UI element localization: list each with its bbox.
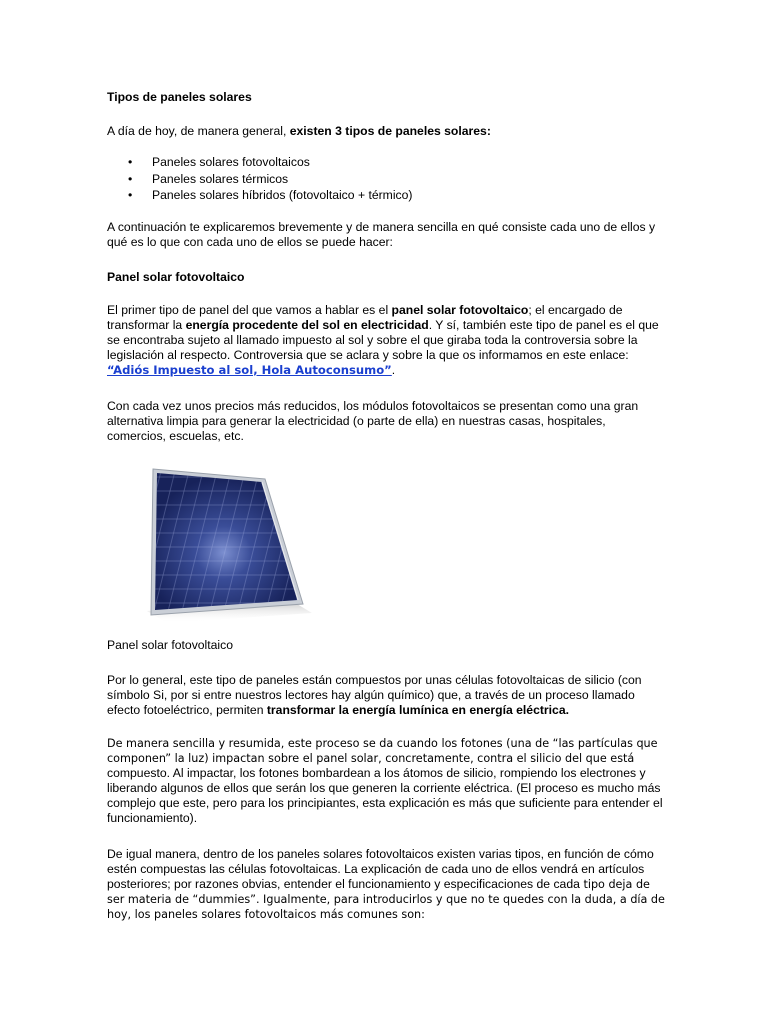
solar-panel-icon [107, 463, 322, 623]
list-item: • Paneles solares híbridos (fotovoltaico + térmico) [128, 188, 413, 202]
paragraph-fotones: De manera sencilla y resumida, este proceso se da cuando los fotones (una de “las partículas que componen” la luz) impactan sobre el panel solar, concretamente, contra el silicio del que está compuesto. Al impactar, los fotones bombardean a los átomos de silicio, rompiendo los electrones y liberando algunos de ellos que serán los que generen la corriente eléctrica. (El proceso es mucho más complejo que este, pero para los principiantes, esta explicación es más que suficiente para entender el funcionamiento). [107, 736, 663, 825]
paragraph-tipos-fotovoltaicos: De igual manera, dentro de los paneles solares fotovoltaicos existen varias tipos, en función de cómo estén compuestas las células fotovoltaicas. La explicación de cada uno de ellos vendrá en artículos posteriores; por razones obvias, entender el funcionamiento y especificaciones de cada tipo deja de ser materia de “dummies”. Igualmente, para introducirlos y que no te quedes con la duda, a día de hoy, los paneles solares fotovoltaicos más comunes son: [107, 846, 665, 921]
bullet-icon: • [128, 155, 133, 169]
autoconsumo-link[interactable]: “Adiós Impuesto al sol, Hola Autoconsumo” [107, 362, 392, 377]
paragraph-panel-intro: El primer tipo de panel del que vamos a hablar es el panel solar fotovoltaico; el encargado de transformar la energía procedente del sol en electricidad. Y sí, también este tipo de panel es el que se encontraba sujeto al llamado impuesto al sol y sobre el que giraba toda la controversia sobre la legislación al respecto. Controversia que se aclara y sobre la que os informamos en este enlace: “Adiós Impuesto al sol, Hola Autoconsumo”. [107, 302, 659, 377]
list-item: • Paneles solares térmicos [128, 171, 289, 186]
paragraph-celulas: Por lo general, este tipo de paneles están compuestos por unas células fotovoltaicas de silicio (con símbolo Si, por si entre nuestros lectores hay algún químico) que, a través de un proceso llamado efecto fotoeléctrico, permiten transformar la energía lumínica en energía eléctrica. [107, 672, 642, 717]
list-item: • Paneles solares fotovoltaicos [128, 155, 310, 169]
bullet-icon: • [128, 171, 133, 186]
continuation-paragraph: A continuación te explicaremos brevemente y de manera sencilla en qué consiste cada uno de ellos y qué es lo que con cada uno de ellos se puede hacer: [107, 219, 656, 249]
image-caption: Panel solar fotovoltaico [107, 637, 234, 652]
solar-panel-image [107, 463, 322, 623]
bullet-icon: • [128, 188, 133, 202]
intro-paragraph: A día de hoy, de manera general, existen 3 tipos de paneles solares: [107, 124, 491, 138]
paragraph-alternativa: Con cada vez unos precios más reducidos, los módulos fotovoltaicos se presentan como una gran alternativa limpia para generar la electricidad (o parte de ella) en nuestras casas, hospitales, comercios, escuelas, etc. [107, 398, 639, 443]
section-heading-fotovoltaico: Panel solar fotovoltaico [107, 269, 245, 284]
section-heading-tipos: Tipos de paneles solares [107, 90, 252, 104]
panel-types-list [107, 154, 667, 204]
document-page [107, 90, 667, 922]
